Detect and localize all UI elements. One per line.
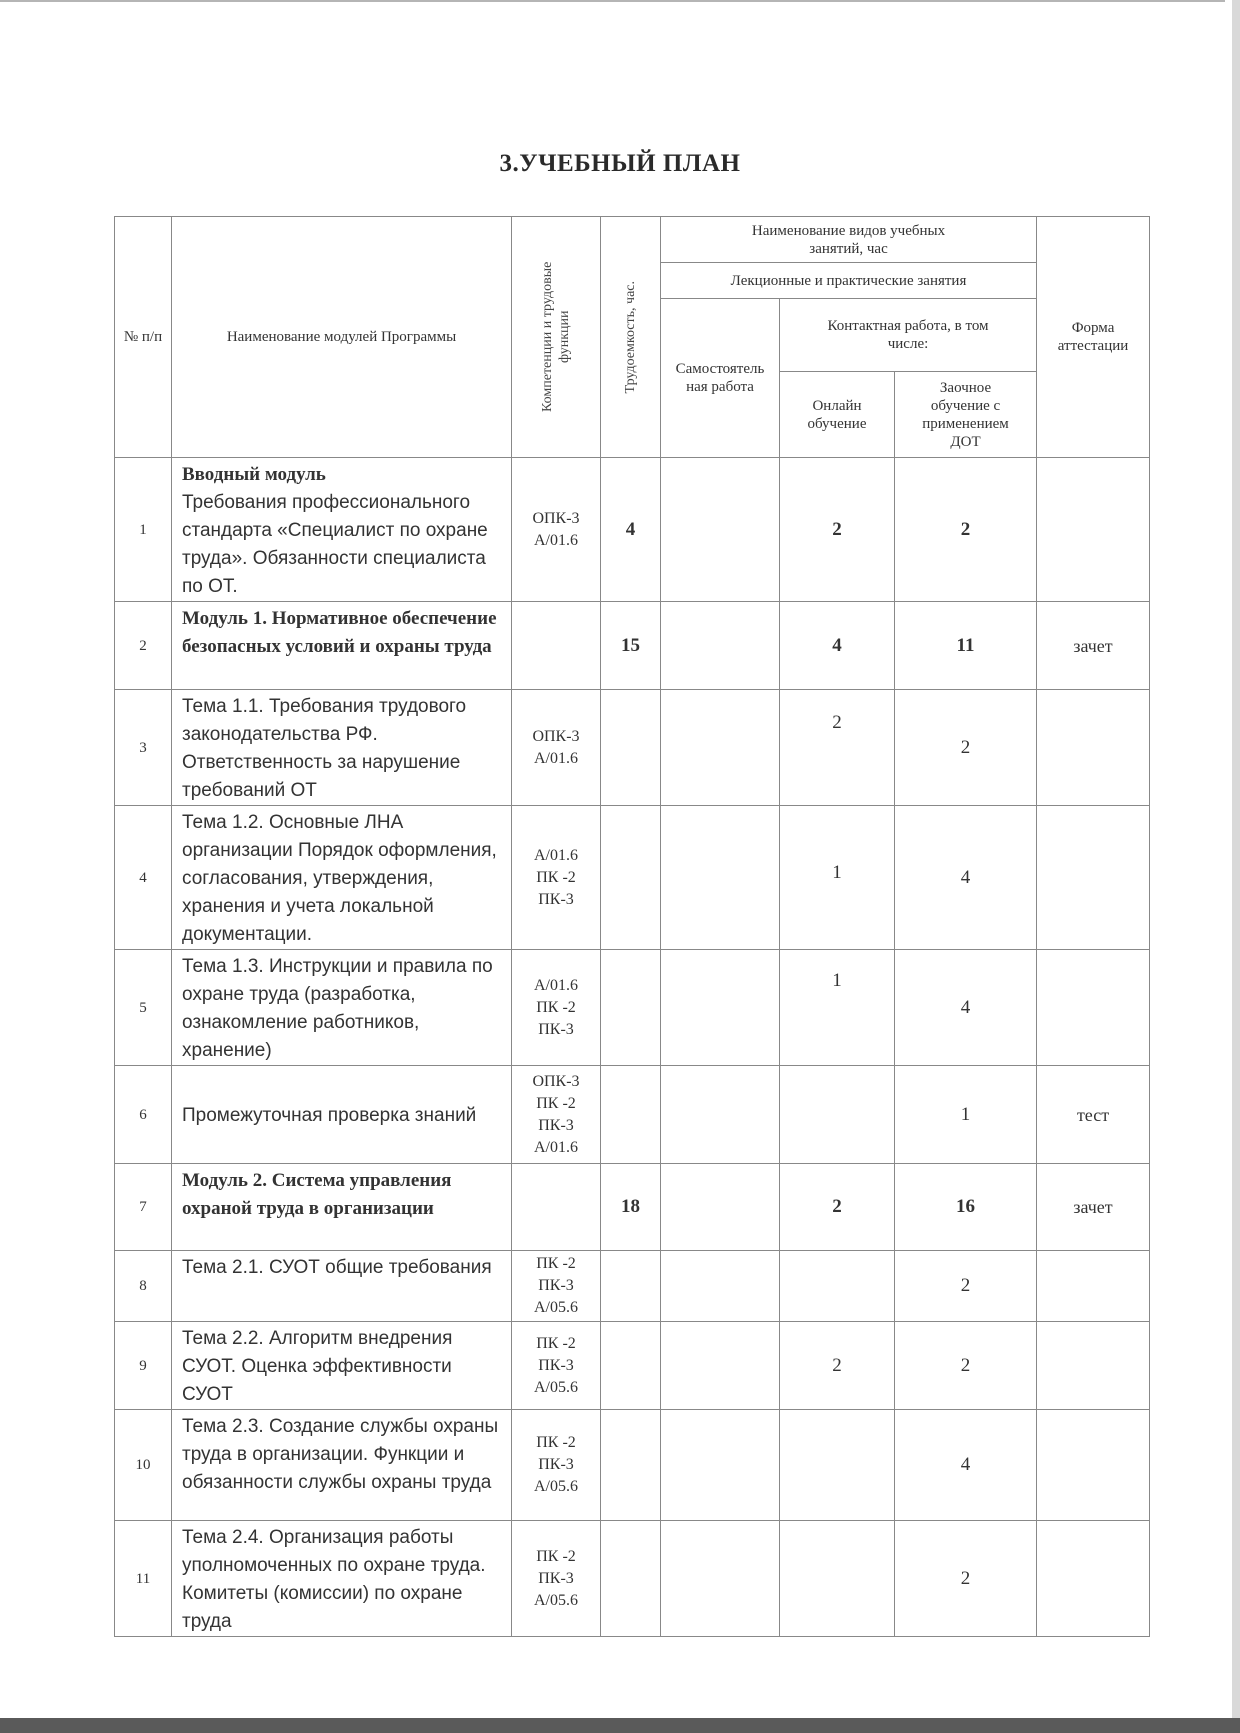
row-attest — [1037, 1521, 1150, 1637]
row-name — [172, 602, 512, 690]
row-name — [172, 1251, 512, 1322]
row-text: Тема 2.4. Организация работы уполномоченных по охране труда. Комитеты (комиссии) по охране труда — [182, 1527, 486, 1632]
header-hours: Трудоемкость, час. — [601, 217, 661, 458]
row-distance: 2 — [895, 1521, 1037, 1637]
row-distance: 2 — [895, 458, 1037, 602]
row-online: 2 — [780, 690, 895, 806]
row-competencies — [512, 1164, 601, 1251]
row-online — [780, 1251, 895, 1322]
row-competencies: ОПК-3 А/01.6 — [512, 458, 601, 602]
row-number: 4 — [115, 806, 172, 950]
row-text: Требования профессионального стандарта «Специалист по охране труда». Обязанности специалиста по ОТ. — [182, 492, 488, 597]
row-self — [661, 950, 780, 1066]
row-distance: 2 — [895, 1251, 1037, 1322]
row-name — [172, 1066, 512, 1164]
row-online — [780, 1066, 895, 1164]
header-lect: Лекционные и практические занятия — [661, 263, 1037, 299]
row-self — [661, 1410, 780, 1521]
row-self — [661, 458, 780, 602]
row-name — [172, 1322, 512, 1410]
row-competencies: ПК -2 ПК-3 А/05.6 — [512, 1251, 601, 1322]
row-attest — [1037, 1410, 1150, 1521]
table-row — [115, 950, 1150, 1066]
row-name — [172, 1410, 512, 1521]
row-name — [172, 950, 512, 1066]
row-hours — [601, 950, 661, 1066]
row-distance: 16 — [895, 1164, 1037, 1251]
header-kinds: Наименование видов учебных занятий, час — [661, 217, 1037, 263]
row-hours — [601, 1410, 661, 1521]
row-online: 2 — [780, 458, 895, 602]
row-hours — [601, 1521, 661, 1637]
row-distance: 2 — [895, 690, 1037, 806]
table-row — [115, 1410, 1150, 1521]
table-row — [115, 458, 1150, 602]
row-competencies: А/01.6 ПК -2 ПК-3 — [512, 950, 601, 1066]
header-self: Самостоятельная работа — [661, 299, 780, 458]
row-online: 2 — [780, 1164, 895, 1251]
page-title: 3.УЧЕБНЫЙ ПЛАН — [499, 150, 741, 177]
row-self — [661, 690, 780, 806]
row-number: 9 — [115, 1322, 172, 1410]
row-competencies — [512, 602, 601, 690]
row-hours: 15 — [601, 602, 661, 690]
row-number: 2 — [115, 602, 172, 690]
row-self — [661, 1066, 780, 1164]
row-self — [661, 1251, 780, 1322]
table-row — [115, 1322, 1150, 1410]
row-attest — [1037, 1251, 1150, 1322]
row-attest — [1037, 458, 1150, 602]
row-number: 8 — [115, 1251, 172, 1322]
row-competencies: ПК -2 ПК-3 А/05.6 — [512, 1322, 601, 1410]
row-title: Вводный модуль — [182, 464, 326, 485]
row-self — [661, 602, 780, 690]
row-attest — [1037, 690, 1150, 806]
row-number: 10 — [115, 1410, 172, 1521]
row-competencies: ОПК-3 ПК -2 ПК-3 А/01.6 — [512, 1066, 601, 1164]
row-distance: 4 — [895, 806, 1037, 950]
scan-bottom-edge — [0, 1718, 1240, 1733]
row-name — [172, 1521, 512, 1637]
row-hours — [601, 690, 661, 806]
row-text: Тема 2.2. Алгоритм внедрения СУОТ. Оценка эффективности СУОТ — [182, 1328, 453, 1405]
row-self — [661, 1164, 780, 1251]
row-distance: 4 — [895, 1410, 1037, 1521]
row-online — [780, 1521, 895, 1637]
row-attest — [1037, 1322, 1150, 1410]
row-self — [661, 1322, 780, 1410]
row-text: Тема 1.3. Инструкции и правила по охране труда (разработка, ознакомление работников, хранение) — [182, 956, 493, 1061]
row-attest: зачет — [1037, 602, 1150, 690]
table-row — [115, 806, 1150, 950]
row-attest — [1037, 950, 1150, 1066]
row-competencies: А/01.6 ПК -2 ПК-3 — [512, 806, 601, 950]
row-attest — [1037, 806, 1150, 950]
row-text: Тема 2.1. СУОТ общие требования — [182, 1257, 492, 1278]
row-distance: 1 — [895, 1066, 1037, 1164]
row-self — [661, 1521, 780, 1637]
row-online: 1 — [780, 950, 895, 1066]
table-row — [115, 602, 1150, 690]
table-row — [115, 1251, 1150, 1322]
row-hours: 18 — [601, 1164, 661, 1251]
table-row — [115, 1521, 1150, 1637]
header-distance: Заочное обучение с применением ДОТ — [895, 372, 1037, 458]
header-num: № п/п — [115, 217, 172, 458]
table-row — [115, 690, 1150, 806]
row-hours: 4 — [601, 458, 661, 602]
row-hours — [601, 1251, 661, 1322]
header-contact: Контактная работа, в том числе: — [780, 299, 1037, 372]
row-text: Тема 2.3. Создание службы охраны труда в организации. Функции и обязанности службы охраны труда — [182, 1416, 499, 1493]
row-competencies: ПК -2 ПК-3 А/05.6 — [512, 1410, 601, 1521]
row-distance: 11 — [895, 602, 1037, 690]
row-hours — [601, 806, 661, 950]
row-number: 7 — [115, 1164, 172, 1251]
row-attest: зачет — [1037, 1164, 1150, 1251]
row-attest: тест — [1037, 1066, 1150, 1164]
header-online: Онлайн обучение — [780, 372, 895, 458]
row-competencies: ОПК-3 А/01.6 — [512, 690, 601, 806]
row-online — [780, 1410, 895, 1521]
row-hours — [601, 1066, 661, 1164]
row-name — [172, 1164, 512, 1251]
row-title: Модуль 1. Нормативное обеспечение безопасных условий и охраны труда — [182, 608, 497, 657]
row-competencies: ПК -2 ПК-3 А/05.6 — [512, 1521, 601, 1637]
row-text: Тема 1.2. Основные ЛНА организации Порядок оформления, согласования, утверждения, хранения и учета локальной документации. — [182, 812, 497, 945]
row-online: 1 — [780, 806, 895, 950]
row-name — [172, 806, 512, 950]
row-number: 6 — [115, 1066, 172, 1164]
row-online: 2 — [780, 1322, 895, 1410]
row-hours — [601, 1322, 661, 1410]
row-number: 11 — [115, 1521, 172, 1637]
header-name: Наименование модулей Программы — [172, 217, 512, 458]
row-name — [172, 690, 512, 806]
row-text: Тема 1.1. Требования трудового законодательства РФ. Ответственность за нарушение требований ОТ — [182, 696, 467, 801]
table-row — [115, 1066, 1150, 1164]
row-name — [172, 458, 512, 602]
curriculum-table — [114, 216, 1150, 1637]
row-number: 5 — [115, 950, 172, 1066]
row-title: Модуль 2. Система управления охраной труда в организации — [182, 1170, 452, 1219]
row-distance: 2 — [895, 1322, 1037, 1410]
scan-right-edge — [1232, 0, 1240, 1733]
table-row — [115, 1164, 1150, 1251]
row-number: 3 — [115, 690, 172, 806]
scan-top-edge — [0, 0, 1225, 2]
row-online: 4 — [780, 602, 895, 690]
row-self — [661, 806, 780, 950]
header-competencies: Компетенции и трудовые функции — [512, 217, 601, 458]
row-number: 1 — [115, 458, 172, 602]
row-distance: 4 — [895, 950, 1037, 1066]
header-attest: Форма аттестации — [1037, 217, 1150, 458]
row-text: Промежуточная проверка знаний — [182, 1105, 477, 1126]
